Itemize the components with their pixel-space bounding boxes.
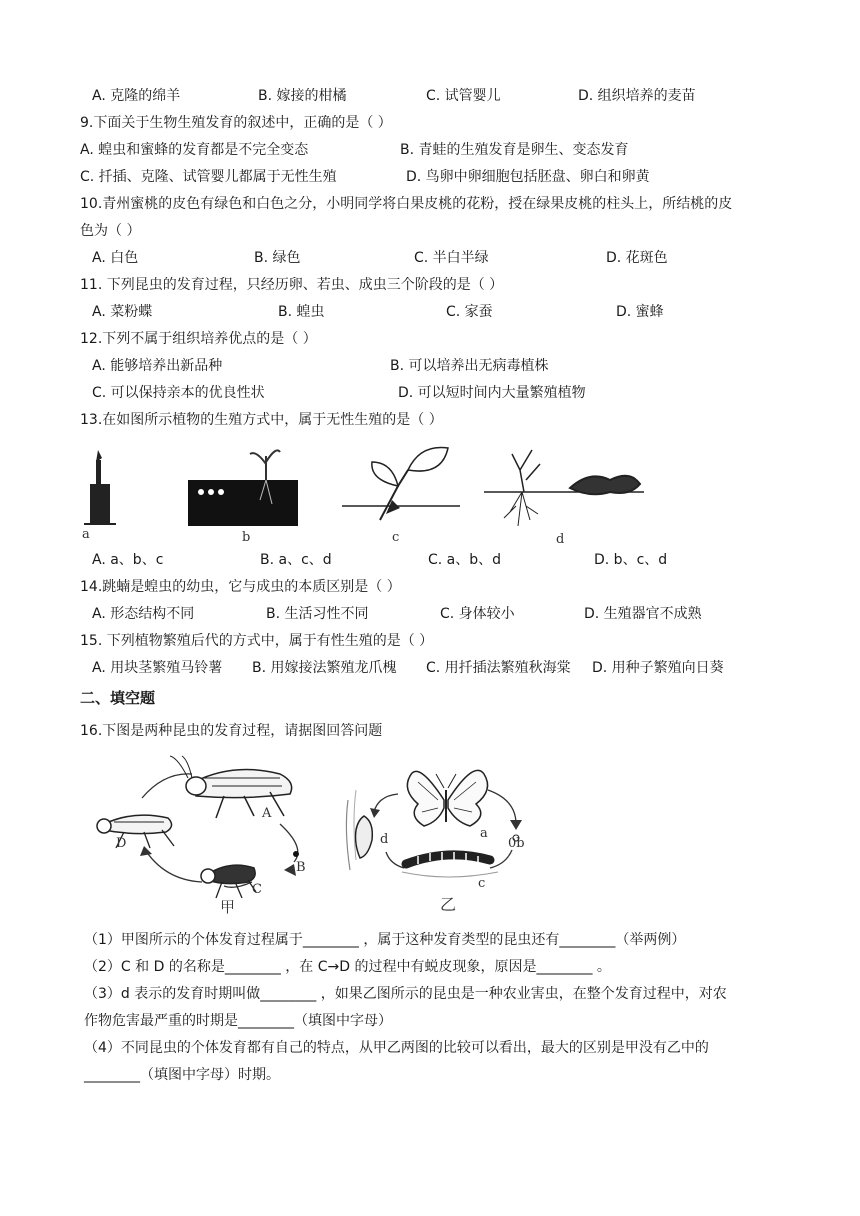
fig-yi-label-d: d [380,832,389,847]
fig-yi-label-a: a [480,826,488,841]
nymph-d-drawing [97,815,174,848]
q16-fig-yi-butterfly-cycle [338,760,538,910]
q13-propagation-figure [80,440,650,550]
q10-option-c: C. 半白半绿 [414,250,489,266]
q14-option-c: C. 身体较小 [440,606,515,622]
fig-yi-label-b: 0b [508,836,525,851]
q10-option-a: A. 白色 [92,250,139,266]
q8-option-b: B. 嫁接的柑橘 [258,88,347,104]
q14-option-b: B. 生活习性不同 [266,606,369,622]
q8-option-d: D. 组织培养的麦苗 [578,88,696,104]
larva-drawing [402,852,498,877]
q8-option-a: A. 克隆的绵羊 [92,88,181,104]
q13-fig-label-a: a [82,527,90,542]
q10-stem-line2: 色为（ ） [80,223,141,239]
q9-option-d: D. 鸟卵中卵细胞包括胚盘、卵白和卵黄 [406,169,650,185]
fig-jia-label-c: C [252,882,262,897]
q10-option-b: B. 绿色 [254,250,301,266]
q16-sub1: （1）甲图所示的个体发育过程属于________ ，属于这种发育类型的昆虫还有________（举两例） [84,932,686,948]
fig-jia-caption: 甲 [220,898,236,916]
q16-sub3-line1: （3）d 表示的发育时期叫做________ ，如果乙图所示的昆虫是一种农业害虫，在整个发育过程中，对农 [84,986,727,1002]
fig-d-layering-drawing [484,450,644,526]
q15-stem: 15. 下列植物繁殖后代的方式中，属于有性生殖的是（ ） [80,633,434,649]
fig-b-tissue-culture-drawing [188,450,298,526]
fig-yi-label-c: c [478,876,486,891]
q16-stem: 16.下图是两种昆虫的发育过程，请据图回答问题 [80,723,383,739]
q14-option-d: D. 生殖器官不成熟 [584,606,702,622]
q16-sub2: （2）C 和 D 的名称是________ ，在 C→D 的过程中有蜕皮现象，原因是________ 。 [84,959,611,975]
q8-option-c: C. 试管婴儿 [426,88,501,104]
q13-fig-label-c: c [392,530,400,545]
q15-option-b: B. 用嫁接法繁殖龙爪槐 [252,660,397,676]
fig-jia-label-a: A [262,806,272,821]
fig-a-grafting-drawing [84,450,116,524]
q16-sub4-line1: （4）不同昆虫的个体发育都有自己的特点，从甲乙两图的比较可以看出，最大的区别是甲没有乙中的 [84,1040,709,1056]
egg-drawing [293,851,299,857]
q12-option-a: A. 能够培养出新品种 [92,358,223,374]
fig-yi-caption: 乙 [440,895,457,914]
q13-fig-label-b: b [242,530,251,545]
q13-option-c: C. a、b、d [428,552,502,568]
q11-option-c: C. 家蚕 [446,304,493,320]
q14-stem: 14.跳蝻是蝗虫的幼虫，它与成虫的本质区别是（ ） [80,579,401,595]
q15-option-d: D. 用种子繁殖向日葵 [592,660,724,676]
nymph-c-drawing [201,865,256,898]
q12-stem: 12.下列不属于组织培养优点的是（ ） [80,331,317,347]
q9-option-c: C. 扦插、克隆、试管婴儿都属于无性生殖 [80,169,337,185]
adult-grasshopper-drawing [170,756,292,818]
fig-c-cutting-drawing [342,447,460,520]
q11-stem: 11. 下列昆虫的发育过程，只经历卵、若虫、成虫三个阶段的是（ ） [80,277,504,293]
q9-stem: 9.下面关于生物生殖发育的叙述中，正确的是（ ） [80,115,392,131]
q9-option-a: A. 蝗虫和蜜蜂的发育都是不完全变态 [80,142,309,158]
q16-sub4-line2: ________（填图中字母）时期。 [84,1067,280,1083]
q16-sub3-line2: 作物危害最严重的时期是________（填图中字母） [84,1013,392,1029]
q13-stem: 13.在如图所示植物的生殖方式中，属于无性生殖的是（ ） [80,412,443,428]
q14-option-a: A. 形态结构不同 [92,606,195,622]
q11-option-a: A. 菜粉蝶 [92,304,153,320]
q15-option-c: C. 用扦插法繁殖秋海棠 [426,660,571,676]
q11-option-d: D. 蜜蜂 [616,304,664,320]
q16-fig-jia-grasshopper-cycle [84,752,324,918]
q13-option-a: A. a、b、c [92,552,164,568]
section-title-fill-in: 二、填空题 [80,689,156,707]
pupa-drawing [346,790,372,870]
q12-option-c: C. 可以保持亲本的优良性状 [92,385,265,401]
q12-option-b: B. 可以培养出无病毒植株 [390,358,549,374]
fig-jia-label-d: D [116,836,127,851]
q13-option-b: B. a、c、d [260,552,332,568]
butterfly-drawing [407,770,487,826]
q11-option-b: B. 蝗虫 [278,304,325,320]
q15-option-a: A. 用块茎繁殖马铃薯 [92,660,223,676]
fig-jia-label-b: B [296,860,306,875]
q13-option-d: D. b、c、d [594,552,668,568]
q13-fig-label-d: d [556,532,565,547]
q12-option-d: D. 可以短时间内大量繁殖植物 [398,385,586,401]
q10-option-d: D. 花斑色 [606,250,668,266]
q9-option-b: B. 青蛙的生殖发育是卵生、变态发育 [400,142,629,158]
q10-stem-line1: 10.青州蜜桃的皮色有绿色和白色之分，小明同学将白果皮桃的花粉，授在绿果皮桃的柱头上，所结桃的皮 [80,196,733,212]
